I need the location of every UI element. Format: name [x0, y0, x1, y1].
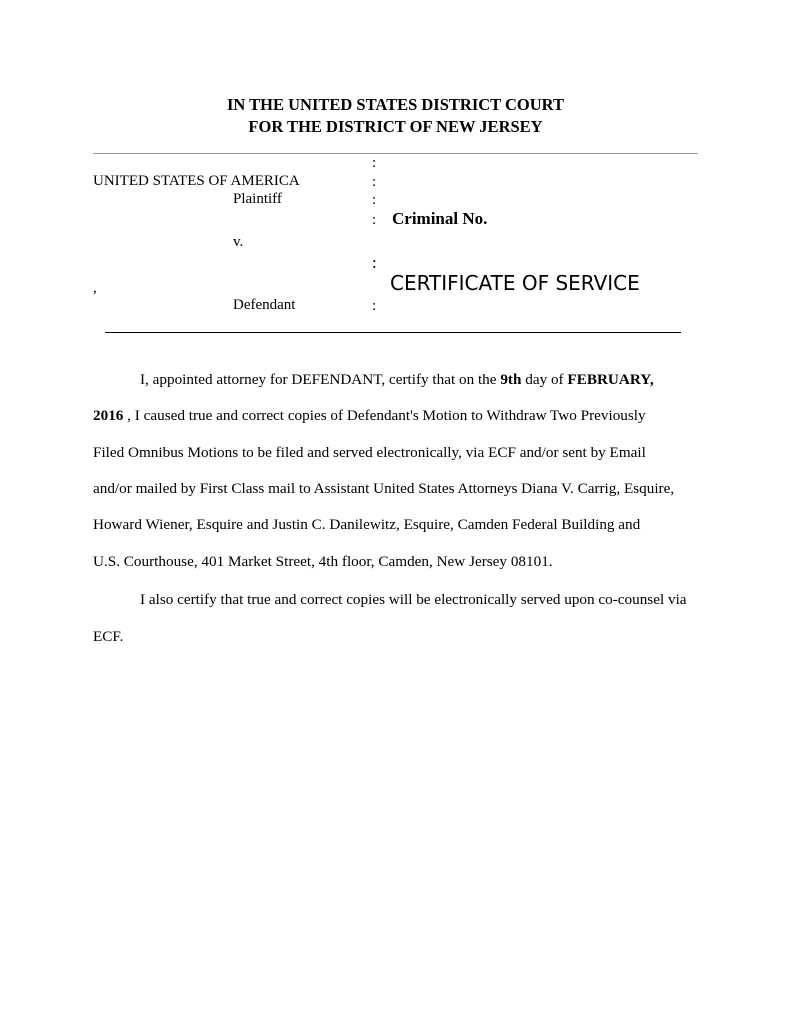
body-paragraph-2-line-1: I also certify that true and correct copies will be electronically served upon co-counsel via	[140, 591, 687, 608]
caption-colon: :	[372, 155, 377, 171]
service-day: 9th	[500, 371, 522, 388]
body-paragraph-1-line-5: Howard Wiener, Esquire and Justin C. Danilewitz, Esquire, Camden Federal Building and	[93, 516, 641, 533]
caption-bottom-rule	[105, 332, 681, 333]
caption-colon: :	[372, 192, 377, 208]
versus-label: v.	[233, 234, 244, 250]
body-paragraph-1-line-6: U.S. Courthouse, 401 Market Street, 4th floor, Camden, New Jersey 08101.	[93, 553, 553, 570]
body-paragraph-1-line-1	[140, 371, 654, 389]
body-text: I, appointed attorney for DEFENDANT, certify that on the	[140, 371, 501, 388]
body-text: day of	[521, 371, 568, 388]
service-year: 2016	[93, 407, 124, 424]
body-text: , I caused true and correct copies of Defendant's Motion to Withdraw Two Previously	[123, 407, 646, 424]
service-month: FEBRUARY,	[567, 371, 654, 388]
body-paragraph-1-line-2	[93, 407, 646, 425]
defendant-role: Defendant	[233, 297, 296, 313]
plaintiff-name: UNITED STATES OF AMERICA	[93, 173, 300, 189]
court-heading-line2: FOR THE DISTRICT OF NEW JERSEY	[248, 117, 543, 136]
court-heading-line1: IN THE UNITED STATES DISTRICT COURT	[226, 95, 564, 114]
caption-top-rule	[93, 153, 698, 154]
caption-colon: :	[372, 212, 377, 228]
body-paragraph-2-line-2: ECF.	[93, 628, 124, 645]
plaintiff-role: Plaintiff	[233, 191, 282, 207]
criminal-number-label: Criminal No.	[392, 209, 488, 228]
caption-colon: :	[372, 174, 377, 190]
body-paragraph-1-line-4: and/or mailed by First Class mail to Assistant United States Attorneys Diana V. Carrig, Esquire,	[93, 480, 675, 497]
document-title: CERTIFICATE OF SERVICE	[390, 271, 640, 295]
caption-colon: :	[372, 298, 377, 314]
defendant-name: ,	[93, 280, 97, 296]
caption-colon: :	[372, 253, 377, 272]
body-paragraph-1-line-3: Filed Omnibus Motions to be filed and served electronically, via ECF and/or sent by Email	[93, 444, 646, 461]
